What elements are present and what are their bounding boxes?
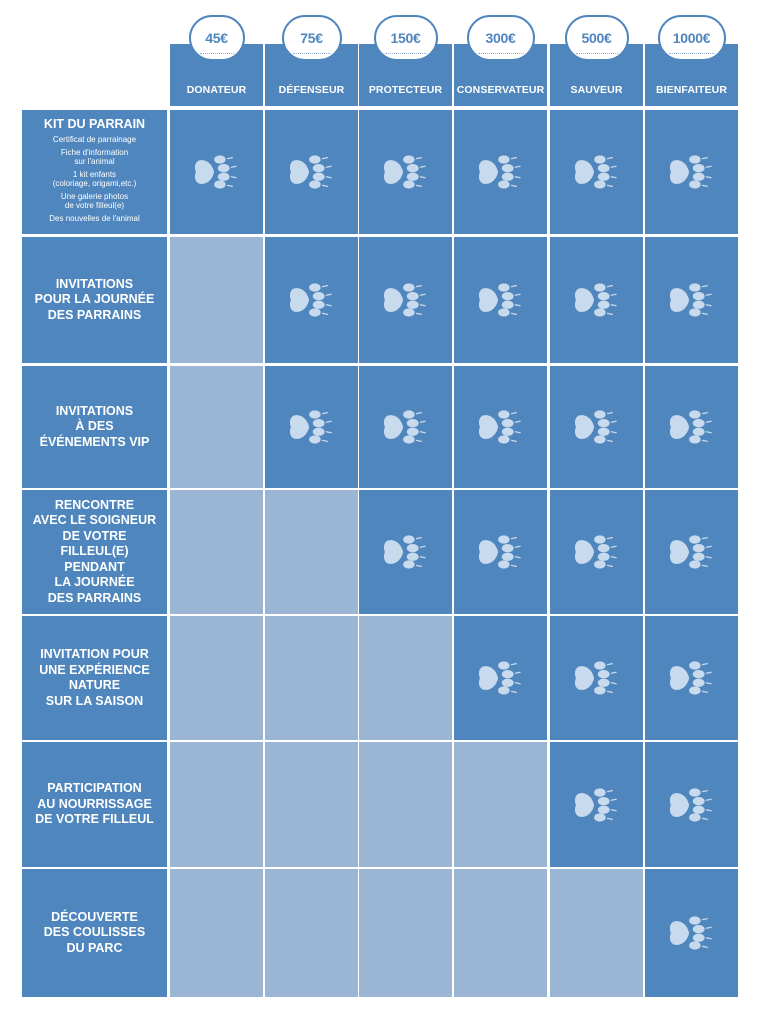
paw-icon	[669, 407, 715, 447]
feature-label	[22, 237, 167, 363]
included-cell	[550, 110, 643, 234]
included-cell	[550, 616, 643, 740]
paw-icon	[383, 280, 429, 320]
included-cell	[359, 366, 452, 488]
paw-icon	[669, 913, 715, 953]
tier-name: PROTECTEUR	[368, 84, 443, 96]
included-cell	[265, 366, 358, 488]
not-included-cell	[170, 742, 263, 867]
not-included-cell	[265, 490, 358, 614]
not-included-cell	[359, 742, 452, 867]
included-cell	[645, 237, 738, 363]
feature-label	[22, 869, 167, 997]
not-included-cell	[170, 490, 263, 614]
included-cell	[645, 366, 738, 488]
paw-icon	[574, 152, 620, 192]
price-badge: 500€	[565, 15, 629, 61]
paw-icon	[669, 658, 715, 698]
included-cell	[454, 490, 547, 614]
paw-icon	[669, 785, 715, 825]
paw-icon	[669, 152, 715, 192]
paw-icon	[289, 280, 335, 320]
paw-icon	[574, 280, 620, 320]
included-cell	[454, 616, 547, 740]
feature-title: INVITATIONS À DES ÉVÉNEMENTS VIP	[39, 403, 150, 449]
kit-item: Une galerie photos de votre filleul(e)	[60, 192, 129, 210]
paw-icon	[478, 532, 524, 572]
feature-title: INVITATION POUR UNE EXPÉRIENCE NATURE SUR LA SAISON	[39, 647, 150, 708]
feature-title: KIT DU PARRAIN	[43, 117, 146, 131]
price-badge: 75€	[282, 15, 342, 61]
included-cell	[645, 616, 738, 740]
kit-item: Des nouvelles de l'animal	[49, 214, 140, 223]
not-included-cell	[550, 869, 643, 997]
not-included-cell	[454, 742, 547, 867]
included-cell	[454, 237, 547, 363]
tier-name: DONATEUR	[186, 84, 247, 96]
not-included-cell	[454, 869, 547, 997]
feature-label-kit	[22, 110, 167, 234]
not-included-cell	[265, 869, 358, 997]
kit-item: 1 kit enfants (coloriage, origami,etc.)	[52, 170, 137, 188]
paw-icon	[574, 532, 620, 572]
feature-title: INVITATIONS POUR LA JOURNÉE DES PARRAINS	[34, 276, 155, 322]
included-cell	[170, 110, 263, 234]
included-cell	[550, 742, 643, 867]
paw-icon	[289, 152, 335, 192]
included-cell	[359, 110, 452, 234]
price-badge: 1000€	[658, 15, 726, 61]
paw-icon	[478, 152, 524, 192]
price-badge: 150€	[374, 15, 438, 61]
paw-icon	[194, 152, 240, 192]
tier-name: SAUVEUR	[570, 84, 623, 96]
feature-label	[22, 490, 167, 614]
feature-label	[22, 742, 167, 867]
tier-name: DÉFENSEUR	[278, 84, 345, 96]
included-cell	[645, 490, 738, 614]
paw-icon	[289, 407, 335, 447]
tier-name: BIENFAITEUR	[655, 84, 728, 96]
kit-item: Fiche d'information sur l'animal	[60, 148, 129, 166]
included-cell	[454, 366, 547, 488]
not-included-cell	[170, 869, 263, 997]
tier-name: CONSERVATEUR	[456, 84, 545, 96]
included-cell	[359, 490, 452, 614]
paw-icon	[574, 658, 620, 698]
not-included-cell	[359, 869, 452, 997]
paw-icon	[478, 407, 524, 447]
included-cell	[645, 110, 738, 234]
included-cell	[359, 237, 452, 363]
included-cell	[454, 110, 547, 234]
paw-icon	[383, 152, 429, 192]
feature-label	[22, 366, 167, 488]
feature-label	[22, 616, 167, 740]
paw-icon	[478, 658, 524, 698]
included-cell	[265, 110, 358, 234]
not-included-cell	[170, 616, 263, 740]
paw-icon	[669, 532, 715, 572]
included-cell	[645, 742, 738, 867]
not-included-cell	[265, 742, 358, 867]
included-cell	[550, 366, 643, 488]
feature-title: RENCONTRE AVEC LE SOIGNEUR DE VOTRE FILLEUL(E) PENDANT LA JOURNÉE DES PARRAINS	[32, 497, 157, 605]
paw-icon	[383, 532, 429, 572]
not-included-cell	[359, 616, 452, 740]
not-included-cell	[170, 237, 263, 363]
not-included-cell	[265, 616, 358, 740]
paw-icon	[383, 407, 429, 447]
included-cell	[550, 490, 643, 614]
paw-icon	[574, 407, 620, 447]
included-cell	[550, 237, 643, 363]
not-included-cell	[170, 366, 263, 488]
price-badge: 300€	[467, 15, 535, 61]
paw-icon	[669, 280, 715, 320]
price-badge: 45€	[189, 15, 245, 61]
feature-title: DÉCOUVERTE DES COULISSES DU PARC	[43, 909, 146, 955]
included-cell	[265, 237, 358, 363]
paw-icon	[574, 785, 620, 825]
feature-title: PARTICIPATION AU NOURRISSAGE DE VOTRE FILLEUL	[35, 781, 154, 827]
included-cell	[645, 869, 738, 997]
kit-item: Certificat de parrainage	[52, 135, 137, 144]
paw-icon	[478, 280, 524, 320]
